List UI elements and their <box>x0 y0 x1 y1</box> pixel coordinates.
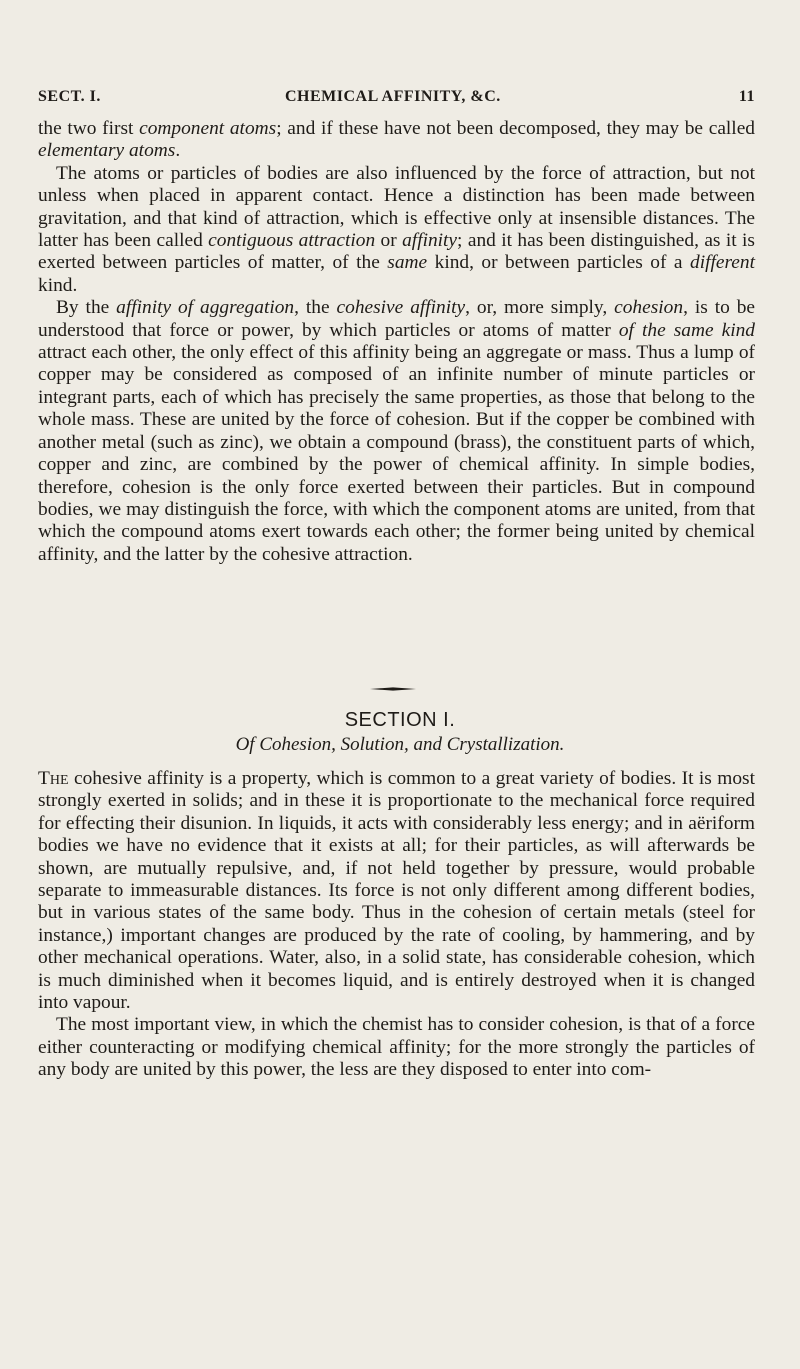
running-head <box>38 88 755 110</box>
paragraph-contiguous-attraction: The atoms or particles of bodies are also influenced by the force of attraction, but not unless when placed in apparent contact. Hence a distinction has been made between gravitation, and that kind of attraction, which is effective only at insensible distances. The latter has been called contiguous attraction or affinity; and it has been distinguished, as it is exerted between particles of matter, of the same kind, or between particles of a different kind. <box>38 162 755 296</box>
section-label: SECT. I. <box>38 88 101 105</box>
paragraph-continuation: the two first component atoms; and if these have not been decomposed, they may be called elementary atoms. <box>38 118 755 162</box>
running-title: CHEMICAL AFFINITY, &C. <box>285 88 501 105</box>
paragraph-cohesive-affinity: The cohesive affinity is a property, which is common to a great variety of bodies. It is most strongly exerted in solids; and in these it is proportionate to the mechanical force required for effecting their disunion. In liquids, it acts with considerably less energy; and in aëriform bodies we have no evidence that it exists at all; for their particles, as will afterwards be shown, are mutually repulsive, and, if not held together by pressure, would probable separate to immeasurable distances. Its force is not only different among different bodies, but in various states of the same body. Thus in the cohesion of certain metals (steel for instance,) important changes are produced by the rate of cooling, by hammering, and by other mechanical operations. Water, also, in a solid state, has considerable cohesion, which is much diminished when it becomes liquid, and is entirely destroyed when it is changed into vapour. <box>38 768 755 1014</box>
section-heading: SECTION I. <box>344 709 456 731</box>
page-number: 11 <box>738 88 755 105</box>
paragraph-affinity-of-aggregation: By the affinity of aggregation, the cohesive affinity, or, more simply, cohesion, is to be understood that force or power, by which particles or atoms of matter of the same kind attract each other, the only effect of this affinity being an aggregate or mass. Thus a lump of copper may be considered as composed of an infinite number of minute particles or integrant parts, each of which has precisely the same properties, as those that belong to the whole mass. These are united by the force of cohesion. But if the copper be combined with another metal (such as zinc), we obtain a compound (brass), the constituent parts of which, copper and zinc, are combined by the power of chemical affinity. In simple bodies, therefore, cohesion is the only force exerted between their particles. But in compound bodies, we may distinguish the force, with which the component atoms are united, from that which the compound atoms exert towards each other; the former being united by chemical affinity, and the latter by the cohesive attraction. <box>38 297 755 565</box>
body-text-bottom <box>38 768 755 1082</box>
paragraph-important-view: The most important view, in which the chemist has to consider cohesion, is that of a force either counteracting or modifying chemical affinity; for the more strongly the particles of any body are united by this power, the less are they disposed to enter into com- <box>38 1014 755 1081</box>
ornamental-rule <box>370 687 416 691</box>
section-subheading: Of Cohesion, Solution, and Crystallization. <box>235 734 565 755</box>
body-text-top <box>38 118 755 566</box>
